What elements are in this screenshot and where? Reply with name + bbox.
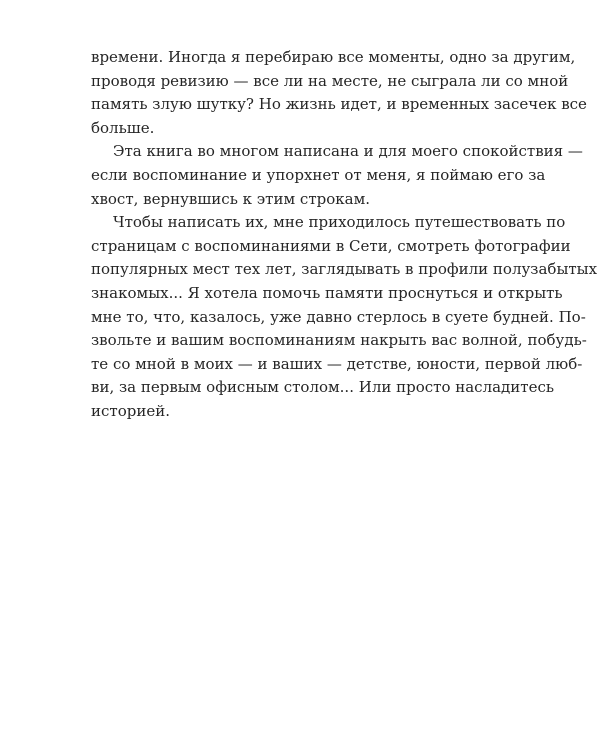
text-line: страницам с воспоминаниями в Сети, смотреть фотографии (91, 236, 571, 255)
paragraph (91, 211, 598, 423)
text-line: ви, за первым офисным столом... Или просто насладитесь (91, 378, 555, 397)
text-line: Чтобы написать их, мне приходилось путешествовать по (113, 213, 566, 232)
text-line: популярных мест тех лет, заглядывать в профили полузабытых (91, 260, 598, 279)
text-line: больше. (91, 118, 155, 137)
text-line: память злую шутку? Но жизнь идет, и временных засечек все (91, 95, 587, 114)
paragraph (91, 140, 583, 211)
book-page-text (91, 46, 598, 424)
text-line: хвост, вернувшись к этим строкам. (91, 189, 371, 208)
text-line: звольте и вашим воспоминаниям накрыть вас волной, побудь- (91, 331, 587, 350)
text-line: Эта книга во многом написана и для моего спокойствия — (113, 142, 583, 161)
paragraph (91, 46, 587, 140)
text-line: те со мной в моих — и ваших — детстве, юности, первой люб- (91, 354, 583, 373)
text-line: знакомых... Я хотела помочь памяти проснуться и открыть (91, 283, 563, 302)
text-line: мне то, что, казалось, уже давно стерлось в суете будней. По- (91, 307, 586, 326)
text-line: историей. (91, 401, 170, 420)
text-line: проводя ревизию — все ли на месте, не сыграла ли со мной (91, 71, 569, 90)
text-line: времени. Иногда я перебираю все моменты, одно за другим, (91, 48, 576, 66)
text-line: если воспоминание и упорхнет от меня, я поймаю его за (91, 165, 546, 184)
